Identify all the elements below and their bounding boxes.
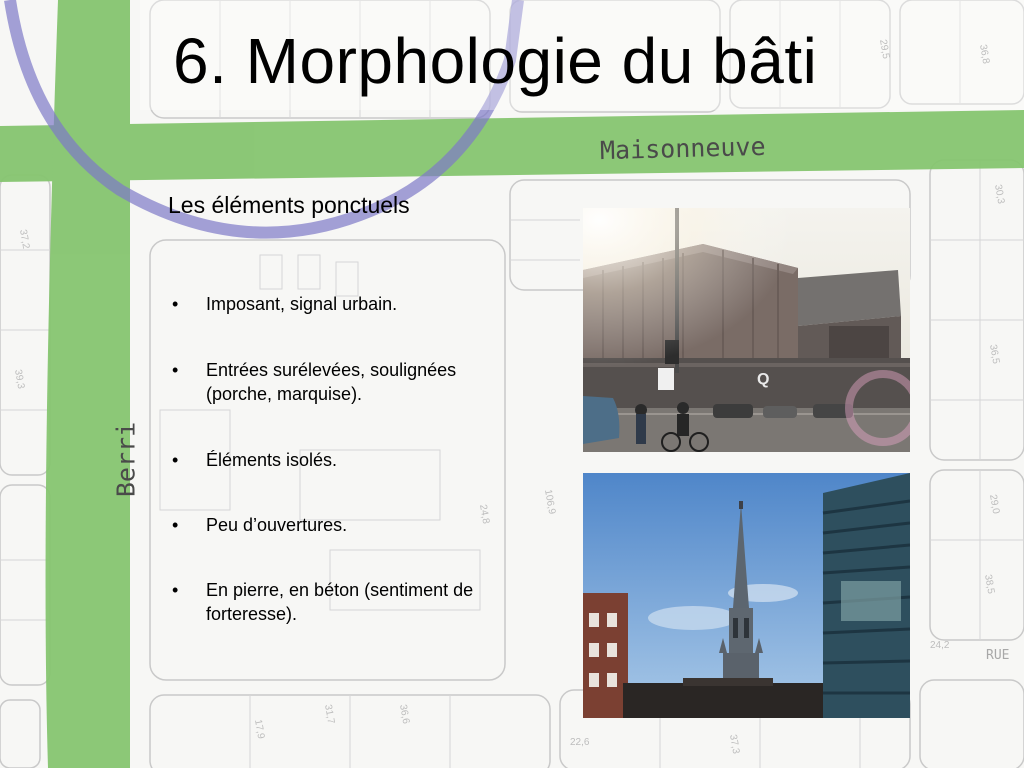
svg-text:37,2: 37,2: [17, 228, 32, 250]
street-label-berri: Berri: [111, 421, 141, 498]
bullet-icon: •: [172, 294, 179, 314]
svg-text:17,9: 17,9: [252, 718, 267, 740]
svg-text:36,5: 36,5: [987, 343, 1002, 365]
list-item: [168, 358, 498, 406]
svg-text:36,6: 36,6: [397, 703, 412, 725]
svg-text:106,9: 106,9: [542, 488, 558, 516]
bullet-icon: •: [172, 360, 179, 380]
list-item-text: Peu d’ouvertures.: [206, 515, 348, 535]
list-item: [168, 513, 498, 537]
page-title: 6. Morphologie du bâti: [173, 25, 818, 97]
bullet-icon: •: [172, 580, 179, 600]
svg-text:29,5: 29,5: [877, 38, 892, 60]
svg-text:38,5: 38,5: [982, 573, 997, 595]
bullet-icon: •: [172, 450, 179, 470]
svg-text:31,7: 31,7: [322, 703, 337, 725]
svg-text:24,2: 24,2: [930, 640, 950, 651]
list-item-text: Entrées surélevées, soulignées (porche, marquise).: [206, 360, 457, 404]
list-item-text: Imposant, signal urbain.: [206, 294, 398, 314]
svg-text:39,3: 39,3: [12, 368, 27, 390]
section-subtitle: Les éléments ponctuels: [168, 192, 410, 218]
street-label-rue: RUE: [986, 648, 1010, 663]
list-item-text: Éléments isolés.: [206, 450, 338, 470]
svg-text:22,6: 22,6: [570, 737, 590, 748]
list-item: [168, 578, 498, 626]
svg-text:36,8: 36,8: [977, 43, 992, 65]
photo-church-steeple: [583, 473, 910, 718]
svg-text:30,3: 30,3: [992, 183, 1007, 205]
bullet-icon: •: [172, 515, 179, 535]
svg-text:29,0: 29,0: [987, 493, 1002, 515]
list-item: [168, 292, 498, 316]
list-item: [168, 448, 498, 472]
bullet-list: [168, 292, 498, 626]
list-item-text: En pierre, en béton (sentiment de forteresse).: [206, 580, 474, 624]
svg-text:24,8: 24,8: [477, 503, 492, 525]
photo-concrete-building: [583, 208, 910, 452]
svg-text:37,3: 37,3: [727, 733, 742, 755]
street-label-maisonneuve: Maisonneuve: [599, 131, 766, 166]
